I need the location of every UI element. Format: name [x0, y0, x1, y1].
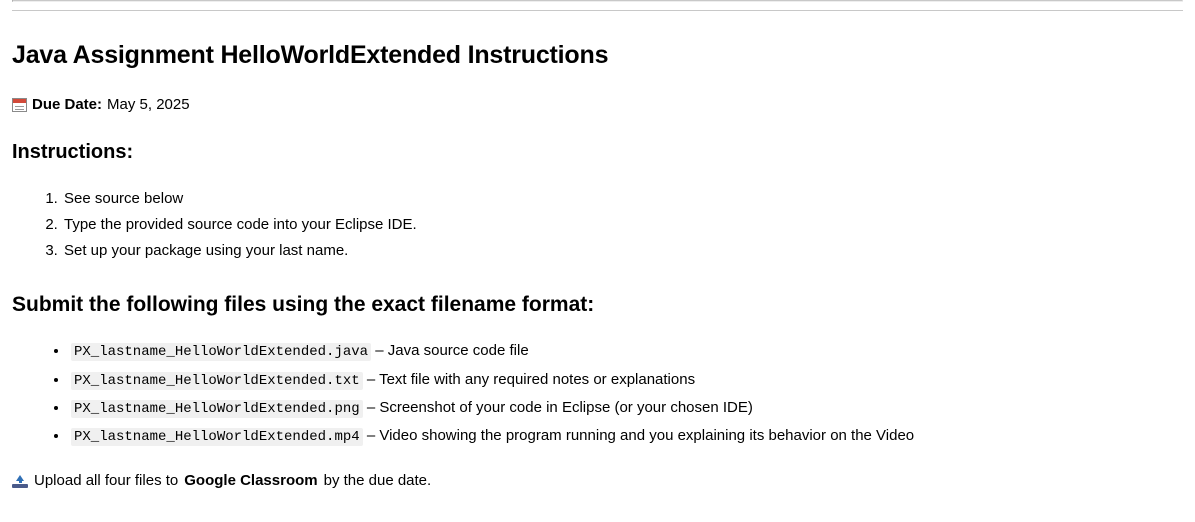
filename-txt-description: – Text file with any required notes or explanations	[366, 370, 696, 388]
filename-png-description: – Screenshot of your code in Eclipse (or your chosen IDE)	[366, 398, 753, 416]
top-divider-2	[12, 10, 1183, 11]
instructions-list	[12, 186, 1183, 263]
upload-text-before: Upload all four files to	[34, 472, 179, 490]
due-date-label: Due Date:	[32, 96, 103, 113]
upload-note	[12, 472, 1183, 489]
list-item: 2. Type the provided source code into your Eclipse IDE.	[62, 212, 1183, 238]
submit-heading: Submit the following files using the exact filename format:	[12, 293, 595, 317]
upload-destination: Google Classroom	[184, 472, 318, 490]
filename-png: PX_lastname_HelloWorldExtended.png	[71, 400, 363, 418]
due-date-line	[12, 96, 1183, 113]
list-item	[69, 366, 1183, 394]
submit-files-list	[12, 337, 1183, 450]
list-item	[69, 422, 1183, 450]
due-date-value: May 5, 2025	[107, 96, 190, 113]
list-item: 3. Set up your package using your last name.	[62, 238, 1183, 264]
page-title: Java Assignment HelloWorldExtended Instructions	[12, 41, 609, 69]
list-item	[69, 394, 1183, 422]
instructions-heading: Instructions:	[12, 141, 134, 163]
upload-icon	[12, 474, 28, 488]
upload-text-after: by the due date.	[323, 472, 432, 490]
calendar-icon	[12, 98, 27, 112]
filename-mp4-description: – Video showing the program running and you explaining its behavior on the Video	[366, 426, 915, 444]
filename-mp4: PX_lastname_HelloWorldExtended.mp4	[71, 428, 363, 446]
filename-java: PX_lastname_HelloWorldExtended.java	[71, 343, 371, 361]
filename-txt: PX_lastname_HelloWorldExtended.txt	[71, 372, 363, 390]
filename-java-description: – Java source code file	[375, 342, 529, 360]
top-divider-1	[12, 0, 1183, 2]
list-item	[69, 337, 1183, 365]
list-item: 1. See source below	[62, 186, 1183, 212]
